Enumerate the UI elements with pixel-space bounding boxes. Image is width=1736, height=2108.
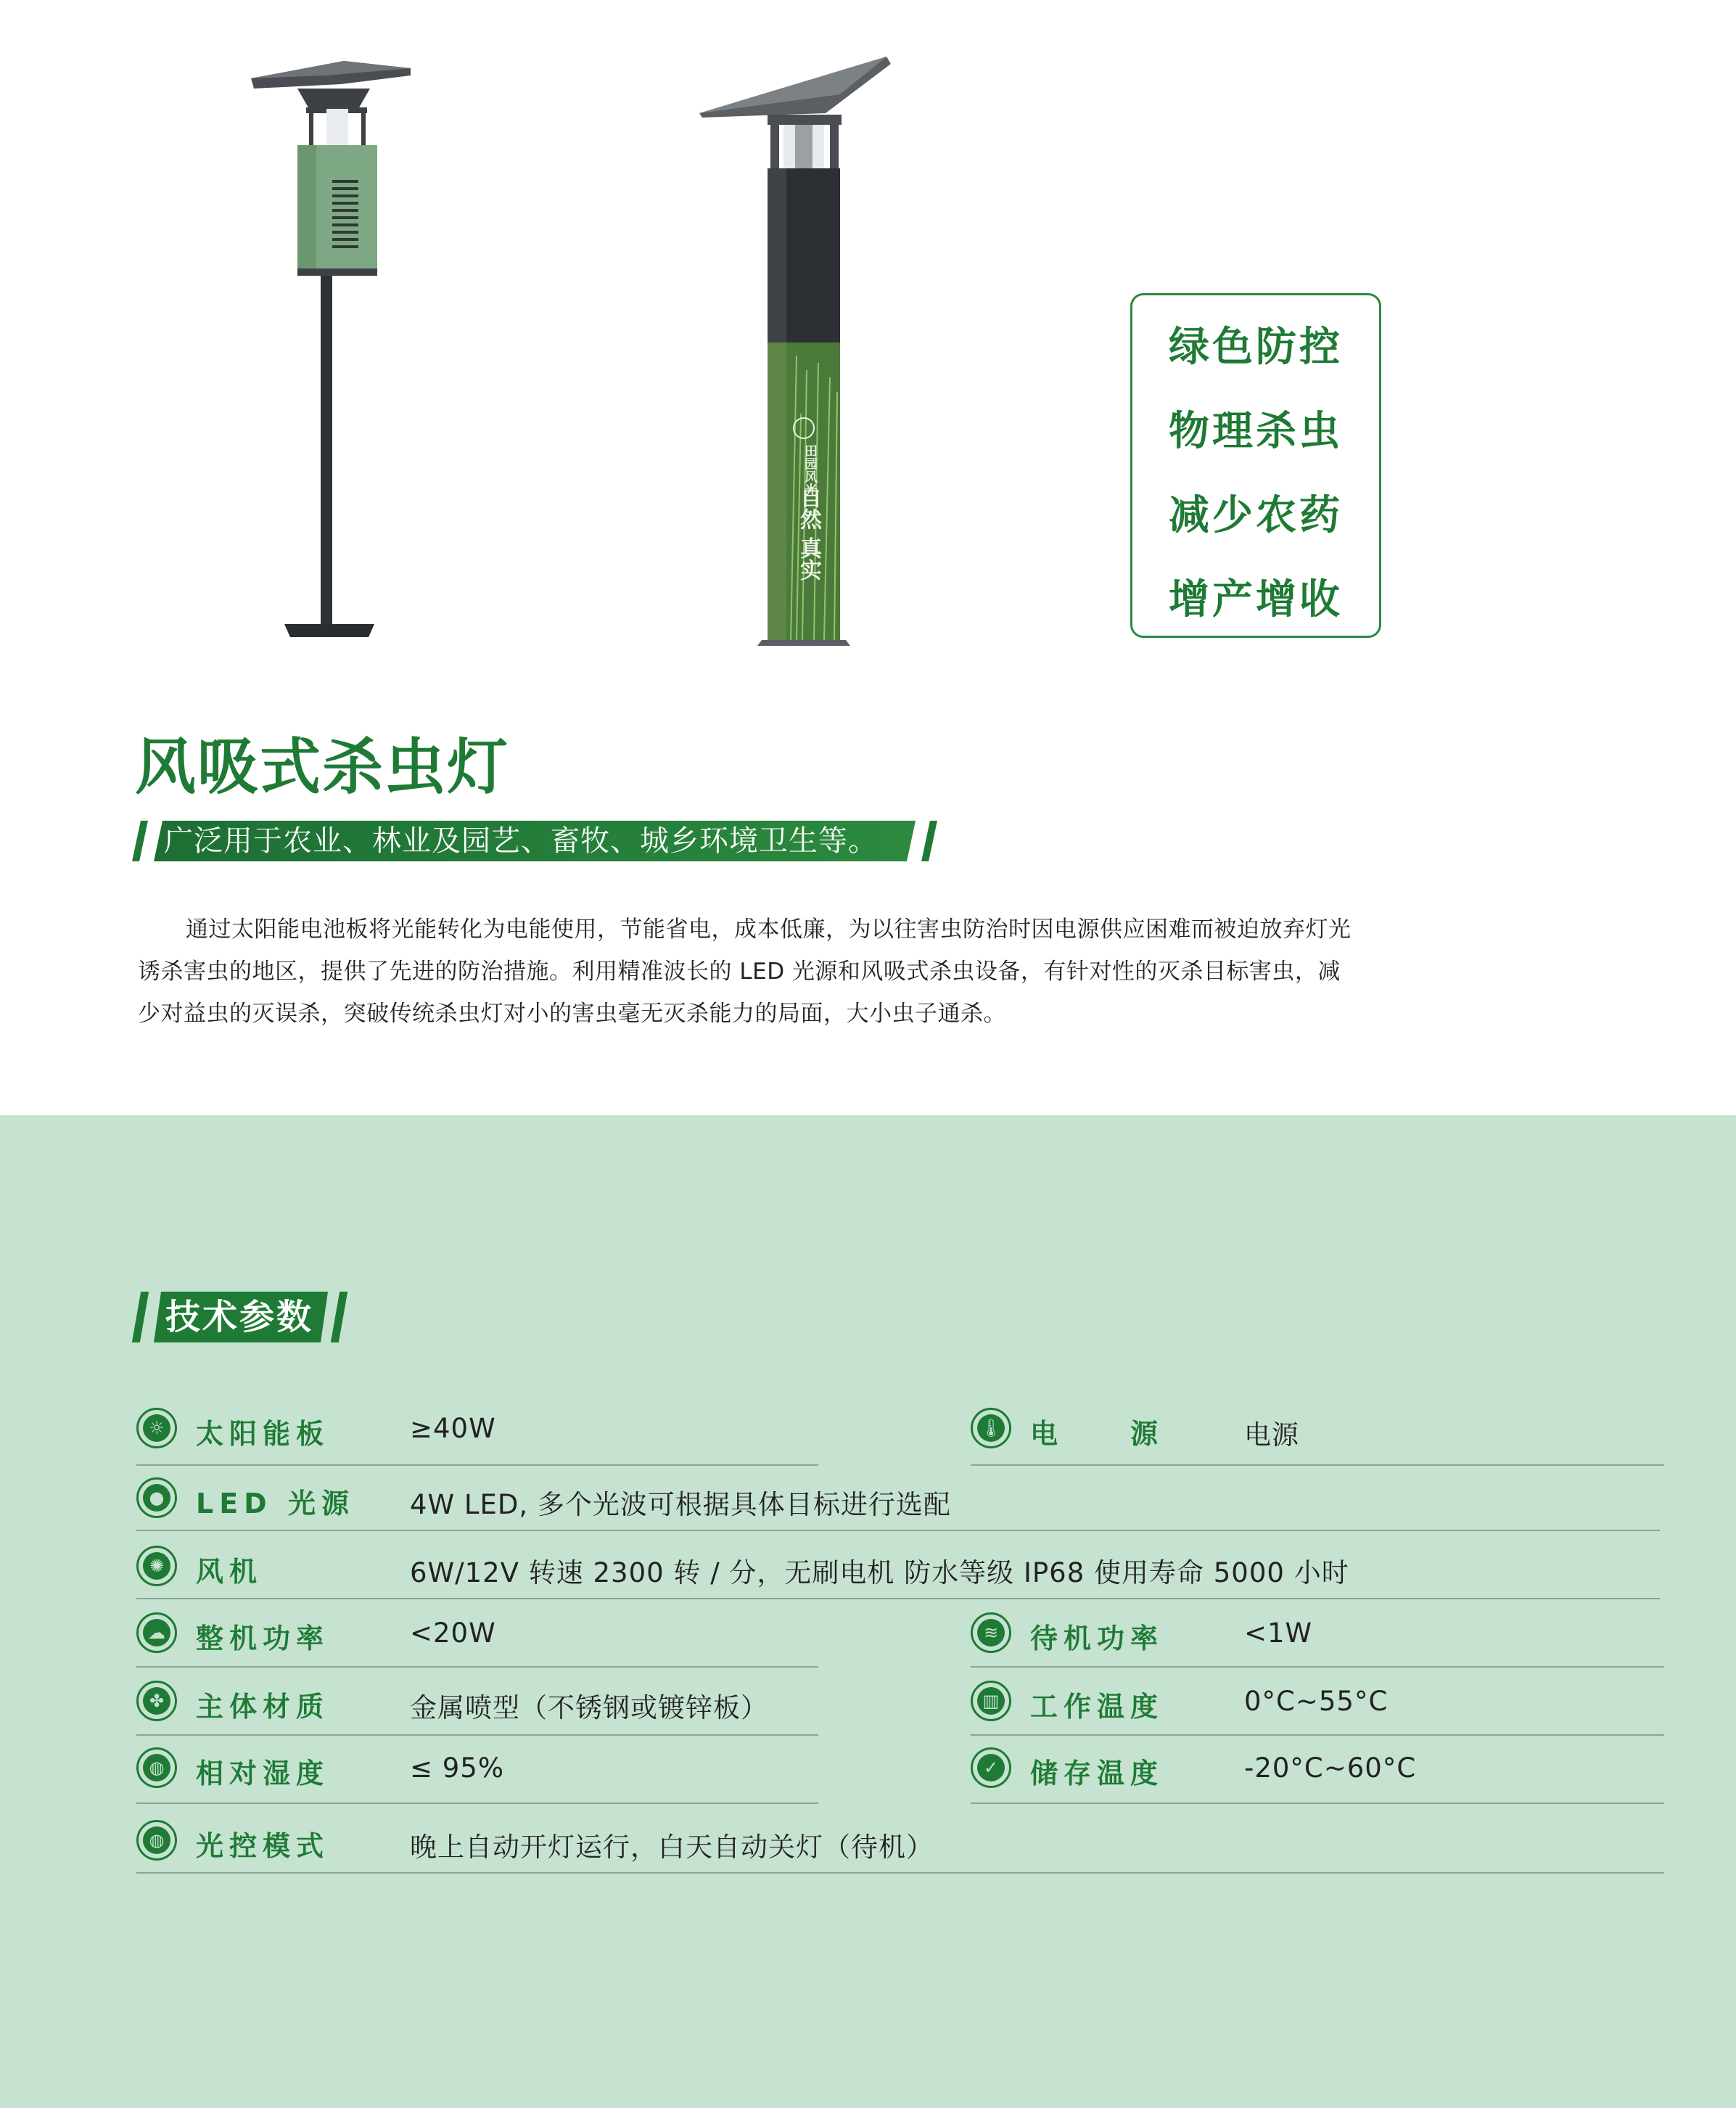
spec-value: 晚上自动开灯运行，白天自动关灯（待机） xyxy=(410,1832,934,1863)
spec-label: 太阳能板 xyxy=(196,1418,330,1450)
spec-value: 0°C~55°C xyxy=(1244,1686,1389,1717)
lamp-panel-text-1: 自然 xyxy=(796,486,821,530)
feature-box xyxy=(1130,293,1381,638)
row-divider xyxy=(971,1734,1664,1736)
feature-item: 减少农药 xyxy=(1169,492,1343,539)
spec-label: 电 源 xyxy=(1030,1418,1164,1450)
spec-label: 储存温度 xyxy=(1030,1758,1164,1789)
row-divider xyxy=(971,1666,1664,1668)
wind-icon: ≋ xyxy=(971,1612,1011,1653)
spec-heading xyxy=(135,1292,353,1342)
spec-value: -20°C~60°C xyxy=(1244,1752,1417,1784)
spec-heading-text: 技术参数 xyxy=(165,1297,314,1337)
spec-value: 4W LED, 多个光波可根据具体目标进行选配 xyxy=(410,1489,951,1520)
spec-label: 相对湿度 xyxy=(196,1758,330,1789)
spec-label: 待机功率 xyxy=(1030,1623,1164,1654)
thermometer-icon: 🌡 xyxy=(971,1408,1011,1448)
row-divider xyxy=(971,1803,1664,1804)
feature-item: 绿色防控 xyxy=(1169,324,1343,371)
cloud-rain-icon: ☁ xyxy=(136,1612,177,1653)
subtitle-text: 广泛用于农业、林业及园艺、畜牧、城乡环境卫生等。 xyxy=(164,824,878,858)
subtitle-banner xyxy=(135,821,933,861)
banner-slash-right xyxy=(921,821,937,861)
gauge-icon: ▥ xyxy=(971,1681,1011,1721)
spec-label: 光控模式 xyxy=(196,1830,330,1862)
fan-icon: ✤ xyxy=(136,1681,177,1721)
shield-check-icon: ✓ xyxy=(971,1747,1011,1788)
globe-icon: ◍ xyxy=(136,1747,177,1788)
page-title: 风吸式杀虫灯 xyxy=(135,731,510,803)
row-divider xyxy=(136,1530,1660,1531)
spec-value: ≤ 95% xyxy=(410,1752,505,1784)
spec-value: 金属喷型（不锈钢或镀锌板） xyxy=(410,1692,768,1723)
feature-item: 增产增收 xyxy=(1169,576,1343,623)
heading-slash-left xyxy=(132,1292,149,1342)
feature-item: 物理杀虫 xyxy=(1169,408,1343,455)
banner-slash-left xyxy=(132,821,148,861)
left-lamp-image xyxy=(239,51,435,646)
lamp-panel-brand: 田园风光 xyxy=(802,444,818,496)
row-divider xyxy=(136,1464,818,1466)
spec-value: 电源 xyxy=(1244,1419,1299,1451)
row-divider xyxy=(971,1464,1664,1466)
row-divider xyxy=(136,1734,818,1736)
description-text: 通过太阳能电池板将光能转化为电能使用，节能省电，成本低廉，为以往害虫防治时因电源供应困难而被迫放弃灯光诱杀害虫的地区，提供了先进的防治措施。利用精准波长的 LED 光源和风吸式杀虫设备，有针对性的灭杀目标害虫，减少对益虫的灭误杀，突破传统杀虫灯对小的害虫毫无灭杀能力的局面，大小虫子通杀。 xyxy=(138,916,1352,1027)
globe-icon: ◍ xyxy=(136,1820,177,1861)
sun-fan-icon: ✺ xyxy=(136,1546,177,1586)
spec-label: 整机功率 xyxy=(196,1623,330,1654)
row-divider xyxy=(136,1598,1660,1599)
right-lamp-image xyxy=(695,51,913,646)
spec-label: 主体材质 xyxy=(196,1691,330,1723)
led-drop-icon: ● xyxy=(136,1477,177,1518)
spec-value: 6W/12V 转速 2300 转 / 分，无刷电机 防水等级 IP68 使用寿命 5000 小时 xyxy=(410,1557,1349,1588)
row-divider xyxy=(136,1803,818,1804)
spec-label: LED 光源 xyxy=(196,1488,355,1520)
spec-value: ≥40W xyxy=(410,1413,496,1444)
spec-label: 工作温度 xyxy=(1030,1691,1164,1723)
lamp-panel-text-2: 真实 xyxy=(796,537,821,581)
spec-value: <1W xyxy=(1244,1617,1313,1649)
heading-slash-right xyxy=(331,1292,347,1342)
row-divider xyxy=(136,1872,1664,1874)
spec-label: 风机 xyxy=(196,1556,263,1588)
spec-section xyxy=(0,1115,1736,2108)
solar-panel-icon: ☼ xyxy=(136,1408,177,1448)
spec-value: <20W xyxy=(410,1617,496,1649)
row-divider xyxy=(136,1666,818,1668)
